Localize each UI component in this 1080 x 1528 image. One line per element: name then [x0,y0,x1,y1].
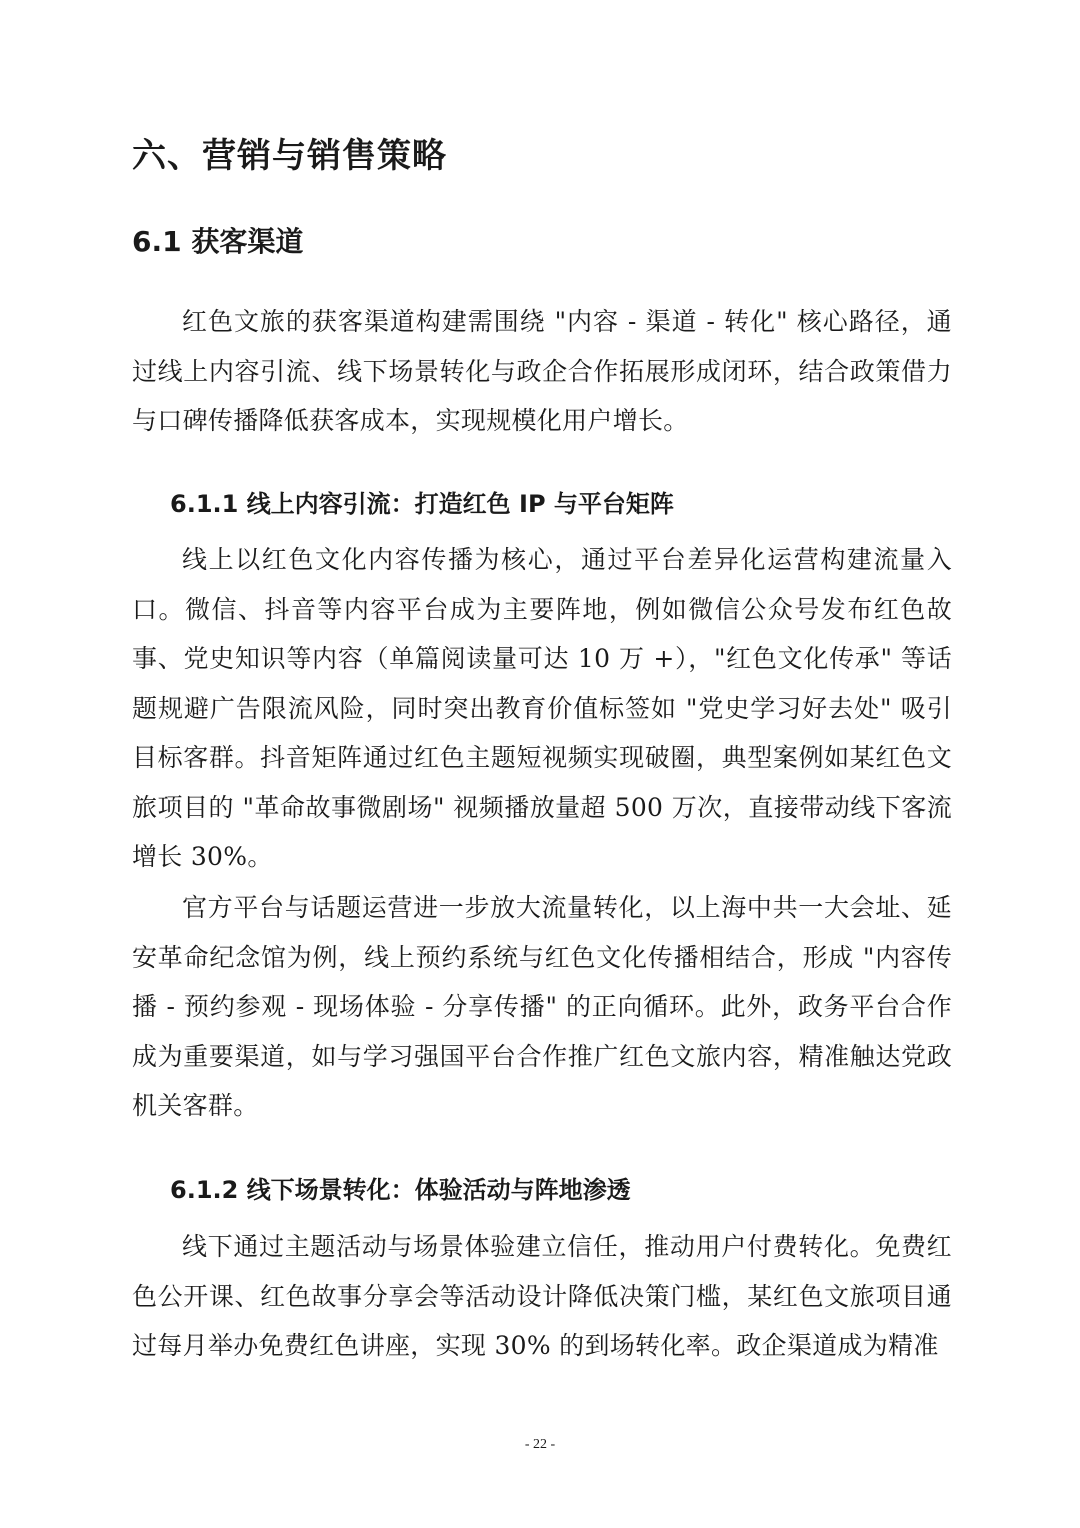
paragraph-6-1-1-a: 线上以红色文化内容传播为核心，通过平台差异化运营构建流量入口。微信、抖音等内容平台成为主要阵地，例如微信公众号发布红色故事、党史知识等内容（单篇阅读量可达 10 万 +），"红色文化传承" 等话题规避广告限流风险，同时突出教育价值标签如 "党史学习好去处" 吸引目标客群。抖音矩阵通过红色主题短视频实现破圈，典型案例如某红色文旅项目的 "革命故事微剧场" 视频播放量超 500 万次，直接带动线下客流增长 30%。 [132,545,952,871]
subsection-title: 6.1 获客渠道 [132,225,304,258]
paragraph-6-1-2-a: 线下通过主题活动与场景体验建立信任，推动用户付费转化。免费红色公开课、红色故事分享会等活动设计降低决策门槛，某红色文旅项目通过每月举办免费红色讲座，实现 30% 的到场转化率。政企渠道成为精准 [132,1232,952,1360]
page-number: - 22 - [524,1437,556,1452]
subsection-6-1-1-title: 6.1.1 线上内容引流：打造红色 IP 与平台矩阵 [170,490,674,518]
paragraph-6-1-1-b: 官方平台与话题运营进一步放大流量转化，以上海中共一大会址、延安革命纪念馆为例，线上预约系统与红色文化传播相结合，形成 "内容传播 - 预约参观 - 现场体验 - 分享传播" 的正向循环。此外，政务平台合作成为重要渠道，如与学习强国平台合作推广红色文旅内容，精准触达党政机关客群。 [132,893,952,1120]
intro-paragraph: 红色文旅的获客渠道构建需围绕 "内容 - 渠道 - 转化" 核心路径，通过线上内容引流、线下场景转化与政企合作拓展形成闭环，结合政策借力与口碑传播降低获客成本，实现规模化用户增长。 [132,307,952,435]
subsection-6-1-2-title: 6.1.2 线下场景转化：体验活动与阵地渗透 [170,1176,631,1204]
section-title: 六、营销与销售策略 [132,136,447,176]
